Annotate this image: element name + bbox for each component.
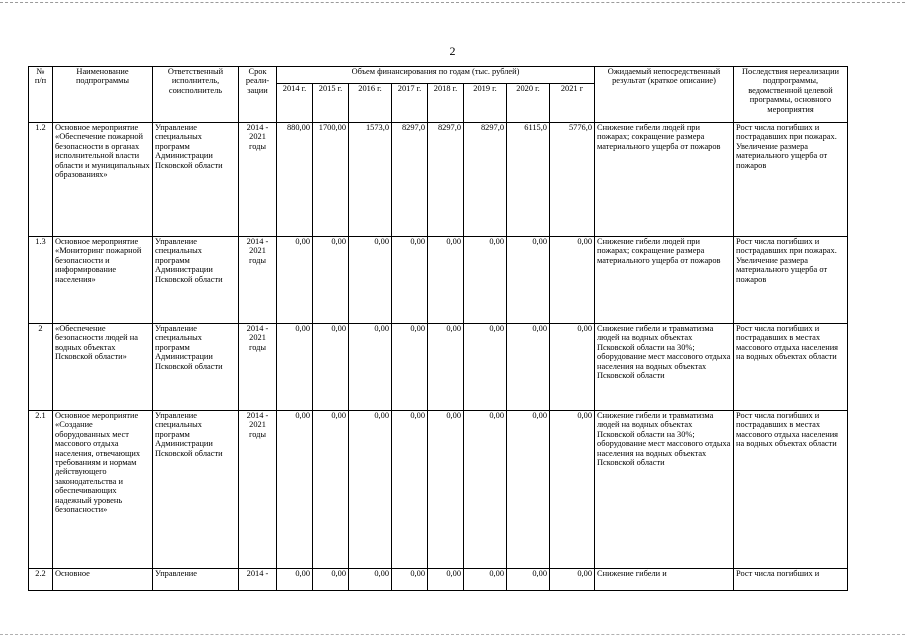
row-value: 0,00 [464, 411, 507, 569]
scan-bottom-edge [0, 634, 905, 635]
row-result: Снижение гибели и травматизма людей на водных объектах Псковской области на 30%; оборудование мест массового отдыха населения на водных объектах Псковской области [595, 411, 734, 569]
scan-top-edge [0, 2, 905, 3]
row-value: 0,00 [277, 411, 313, 569]
header-year: 2018 г. [428, 84, 464, 123]
header-funding: Объем финансирования по годам (тыс. рублей) [277, 67, 595, 84]
row-number: 2.2 [29, 569, 53, 591]
row-value: 0,00 [464, 237, 507, 324]
header-responsible: Ответственный исполнитель, соисполнитель [153, 67, 239, 123]
row-value: 0,00 [313, 411, 349, 569]
header-year: 2016 г. [349, 84, 392, 123]
row-value: 0,00 [313, 569, 349, 591]
header-result: Ожидаемый непосредственный результат (краткое описание) [595, 67, 734, 123]
row-value: 0,00 [464, 569, 507, 591]
row-consequences: Рост числа погибших и пострадавших в местах массового отдыха населения на водных объектах области [734, 411, 848, 569]
row-term: 2014 - [239, 569, 277, 591]
header-term: Срок реали-зации [239, 67, 277, 123]
row-name: Основное мероприятие «Создание оборудованных мест массового отдыха населения, отвечающих требованиям и нормам действующего законодательства и обеспечивающих надежный уровень безопасности» [53, 411, 153, 569]
row-value: 0,00 [349, 237, 392, 324]
row-value: 0,00 [277, 569, 313, 591]
header-name: Наименование подпрограммы [53, 67, 153, 123]
header-year: 2020 г. [507, 84, 550, 123]
row-value: 0,00 [507, 411, 550, 569]
row-number: 2.1 [29, 411, 53, 569]
row-result: Снижение гибели людей при пожарах; сокращение размера материального ущерба от пожаров [595, 123, 734, 237]
financing-table [28, 66, 848, 591]
row-value: 0,00 [277, 324, 313, 411]
row-value: 0,00 [550, 569, 595, 591]
row-result: Снижение гибели и [595, 569, 734, 591]
row-value: 0,00 [313, 237, 349, 324]
row-term: 2014 - 2021 годы [239, 411, 277, 569]
row-value: 5776,0 [550, 123, 595, 237]
row-value: 0,00 [428, 324, 464, 411]
page-number: 2 [449, 44, 456, 58]
row-result: Снижение гибели и травматизма людей на водных объектах Псковской области на 30%; оборудование мест массового отдыха населения на водных объектах Псковской области [595, 324, 734, 411]
row-name: «Обеспечение безопасности людей на водных объектах Псковской области» [53, 324, 153, 411]
header-num: № п/п [29, 67, 53, 123]
row-consequences: Рост числа погибших и [734, 569, 848, 591]
row-value: 0,00 [392, 324, 428, 411]
row-value: 8297,0 [392, 123, 428, 237]
row-number: 1.2 [29, 123, 53, 237]
row-name: Основное мероприятие «Мониторинг пожарной безопасности и информирование населения» [53, 237, 153, 324]
row-value: 8297,0 [464, 123, 507, 237]
row-value: 0,00 [428, 411, 464, 569]
row-value: 0,00 [507, 237, 550, 324]
row-value: 0,00 [464, 324, 507, 411]
table-row [29, 569, 848, 591]
row-value: 0,00 [550, 411, 595, 569]
header-year: 2014 г. [277, 84, 313, 123]
row-consequences: Рост числа погибших и пострадавших в местах массового отдыха населения на водных объектах области [734, 324, 848, 411]
header-consequences: Последствия нереализации подпрограммы, ведомственной целевой программы, основного мероприятия [734, 67, 848, 123]
table-row [29, 123, 848, 237]
row-responsible: Управление специальных программ Администрации Псковской области [153, 123, 239, 237]
row-value: 0,00 [507, 569, 550, 591]
row-consequences: Рост числа погибших и пострадавших при пожарах. Увеличение размера материального ущерба от пожаров [734, 123, 848, 237]
row-responsible: Управление [153, 569, 239, 591]
row-value: 8297,0 [428, 123, 464, 237]
row-number: 1.3 [29, 237, 53, 324]
header-year: 2015 г. [313, 84, 349, 123]
header-year: 2019 г. [464, 84, 507, 123]
row-value: 0,00 [349, 569, 392, 591]
row-value: 0,00 [507, 324, 550, 411]
row-value: 0,00 [392, 411, 428, 569]
row-value: 0,00 [550, 324, 595, 411]
row-responsible: Управление специальных программ Администрации Псковской области [153, 324, 239, 411]
row-value: 6115,0 [507, 123, 550, 237]
header-year: 2021 г [550, 84, 595, 123]
row-result: Снижение гибели людей при пожарах; сокращение размера материального ущерба от пожаров [595, 237, 734, 324]
row-responsible: Управление специальных программ Администрации Псковской области [153, 237, 239, 324]
row-value: 0,00 [428, 569, 464, 591]
row-value: 0,00 [392, 237, 428, 324]
table-row [29, 324, 848, 411]
row-number: 2 [29, 324, 53, 411]
header-year: 2017 г. [392, 84, 428, 123]
row-value: 0,00 [550, 237, 595, 324]
row-value: 880,00 [277, 123, 313, 237]
row-responsible: Управление специальных программ Администрации Псковской области [153, 411, 239, 569]
row-term: 2014 - 2021 годы [239, 123, 277, 237]
row-name: Основное [53, 569, 153, 591]
row-value: 0,00 [313, 324, 349, 411]
row-value: 1573,0 [349, 123, 392, 237]
row-name: Основное мероприятие «Обеспечение пожарной безопасности в органах исполнительной власти области и муниципальных образованиях» [53, 123, 153, 237]
row-value: 0,00 [349, 324, 392, 411]
row-value: 0,00 [392, 569, 428, 591]
row-value: 0,00 [277, 237, 313, 324]
row-value: 1700,00 [313, 123, 349, 237]
row-consequences: Рост числа погибших и пострадавших при пожарах. Увеличение размера материального ущерба от пожаров [734, 237, 848, 324]
row-term: 2014 - 2021 годы [239, 237, 277, 324]
row-value: 0,00 [349, 411, 392, 569]
row-value: 0,00 [428, 237, 464, 324]
table-row [29, 237, 848, 324]
row-term: 2014 - 2021 годы [239, 324, 277, 411]
table-row [29, 411, 848, 569]
